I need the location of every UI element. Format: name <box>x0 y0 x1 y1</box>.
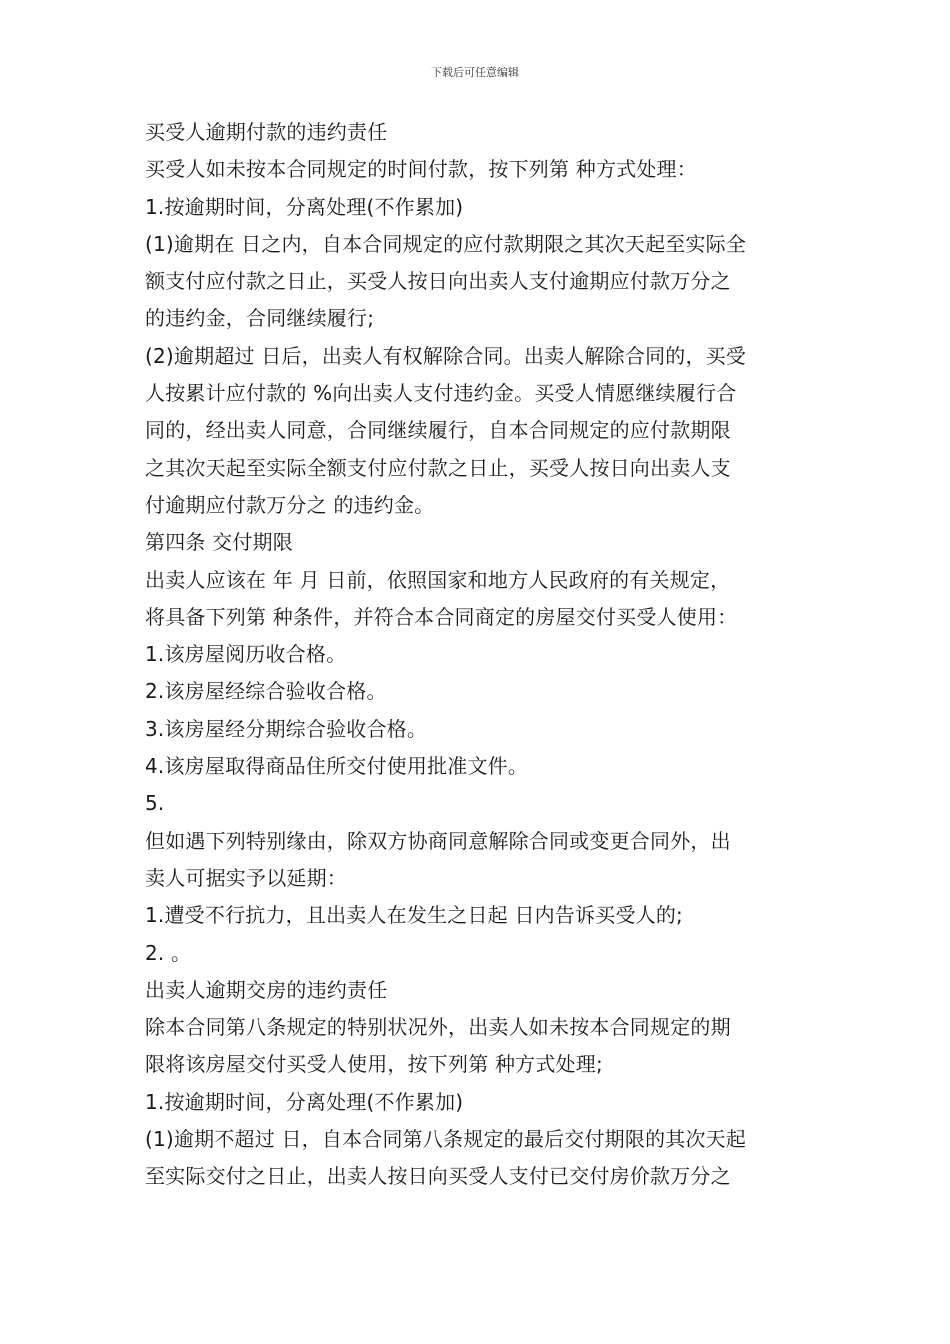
paragraph-line: (1)逾期不超过 日，自本合同第八条规定的最后交付期限的其次天起 <box>145 1127 747 1152</box>
paragraph-line: 2. 。 <box>145 940 192 965</box>
paragraph-line: 1.按逾期时间，分离处理(不作累加) <box>145 194 464 219</box>
paragraph-line: 1.遭受不行抗力，且出卖人在发生之日起 日内告诉买受人的; <box>145 903 683 928</box>
paragraph-line: (1)逾期在 日之内，自本合同规定的应付款期限之其次天起至实际全 <box>145 231 747 256</box>
paragraph-line: 买受人如未按本合同规定的时间付款，按下列第 种方式处理： <box>145 157 697 182</box>
paragraph-line: 人按累计应付款的 %向出卖人支付违约金。买受人情愿继续履行合 <box>145 381 737 406</box>
paragraph-line: 之其次天起至实际全额支付应付款之日止，买受人按日向出卖人支 <box>145 455 731 480</box>
paragraph-line: 卖人可据实予以延期： <box>145 865 347 890</box>
paragraph-line: 4.该房屋取得商品住所交付使用批准文件。 <box>145 754 529 779</box>
paragraph-line: 5. <box>145 791 165 816</box>
section-heading: 第四条 交付期限 <box>145 530 293 555</box>
paragraph-line: 将具备下列第 种条件，并符合本合同商定的房屋交付买受人使用： <box>145 604 738 629</box>
page-header: 下载后可任意编辑 <box>431 66 519 79</box>
paragraph-line: 同的，经出卖人同意，合同继续履行，自本合同规定的应付款期限 <box>145 418 731 443</box>
paragraph-line: 3.该房屋经分期综合验收合格。 <box>145 716 428 741</box>
paragraph-line: 付逾期应付款万分之 的违约金。 <box>145 492 435 517</box>
paragraph-line: 至实际交付之日止，出卖人按日向买受人支付已交付房价款万分之 <box>145 1164 731 1189</box>
section-heading: 出卖人逾期交房的违约责任 <box>145 977 388 1002</box>
paragraph-line: 2.该房屋经综合验收合格。 <box>145 679 387 704</box>
paragraph-line: 出卖人应该在 年 月 日前，依照国家和地方人民政府的有关规定， <box>145 567 731 592</box>
paragraph-line: 1.该房屋阅历收合格。 <box>145 642 347 667</box>
paragraph-line: 额支付应付款之日止，买受人按日向出卖人支付逾期应付款万分之 <box>145 269 731 294</box>
paragraph-line: 1.按逾期时间，分离处理(不作累加) <box>145 1089 464 1114</box>
paragraph-line: 的违约金，合同继续履行; <box>145 306 375 331</box>
section-heading: 买受人逾期付款的违约责任 <box>145 120 388 144</box>
paragraph-line: 除本合同第八条规定的特别状况外，出卖人如未按本合同规定的期 <box>145 1015 731 1040</box>
document-body <box>145 114 809 1196</box>
paragraph-line: 限将该房屋交付买受人使用，按下列第 种方式处理; <box>145 1052 603 1077</box>
paragraph-line: (2)逾期超过 日后，出卖人有权解除合同。出卖人解除合同的，买受 <box>145 343 747 368</box>
paragraph-line: 但如遇下列特别缘由，除双方协商同意解除合同或变更合同外，出 <box>145 828 731 853</box>
